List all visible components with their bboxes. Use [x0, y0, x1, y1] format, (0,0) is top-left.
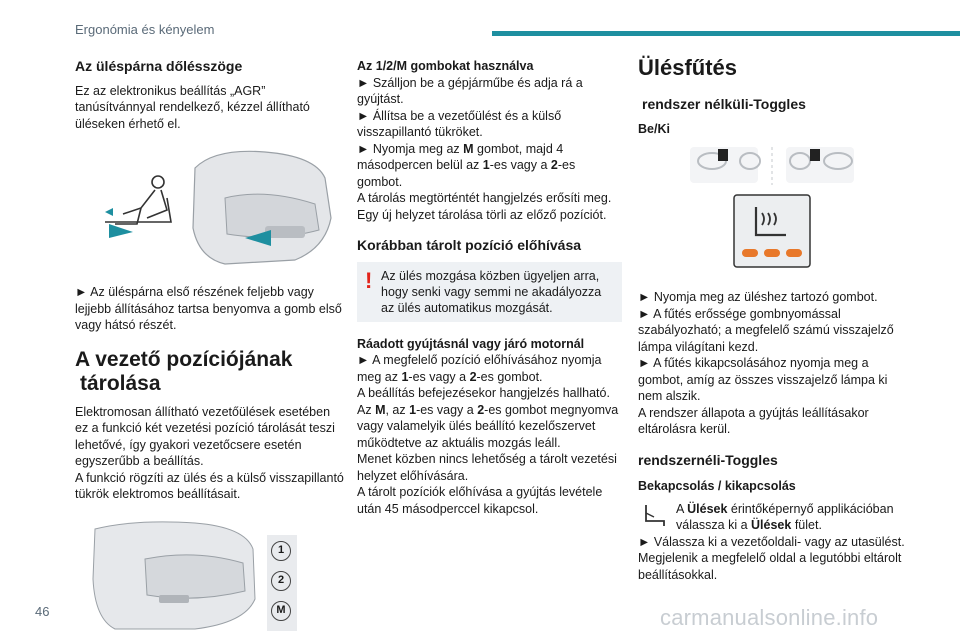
app-instruction: A Ülések érintőképernyő applikációban válassza ki a Ülések fület.	[638, 501, 908, 534]
heading-with-system: rendszernéli-Toggles	[638, 451, 778, 468]
warning-box: ! Az ülés mozgása közben ügyeljen arra, hogy senki vagy semmi ne akadályozza az ülés automatikus mozgását.	[357, 262, 622, 322]
last-settings-line: Megjelenik a megfelelő oldal a legutóbbi eltárolt beállításokkal.	[638, 551, 902, 582]
heating-step-4: A rendszer állapota a gyújtás leállításakor eltárolásra kerül.	[638, 405, 869, 436]
memory-paragraph-2: A funkció rögzíti az ülés és a külső visszapillantó tükrök elektromos beállításait.	[75, 470, 344, 501]
recall-line: ► A megfelelő pozíció előhívásához nyomja meg az 1-es vagy a 2-es gombot.	[357, 353, 602, 384]
ignition-title: Ráadott gyújtásnál vagy járó motornál	[357, 336, 585, 351]
seated-person-icon	[105, 176, 171, 224]
seat-photo	[185, 142, 337, 268]
memory-button-1[interactable]: 1	[271, 541, 291, 561]
column-left	[75, 56, 345, 640]
section-header: Ergonómia és kényelem	[75, 22, 215, 37]
heating-step-3: ► A fűtés kikapcsolásához nyomja meg a gombot, amíg az összes visszajelző lámpa ki nem alszik.	[638, 356, 888, 403]
column-middle	[357, 56, 622, 517]
using-line-2: ► Állítsa be a vezetőülést és a külső visszapillantó tükröket.	[357, 108, 562, 139]
timeout-line: A tárolt pozíciók előhívása a gyújtás levétele után 45 másodperccel kikapcsol.	[357, 485, 603, 516]
seat-cushion-illustration	[75, 138, 345, 270]
confirm-line: A tárolás megtörténtét hangjelzés erősíti meg.	[357, 191, 612, 205]
door-seat-photo	[93, 521, 255, 628]
memory-seat-illustration	[75, 519, 345, 631]
seat-app-icon	[640, 503, 668, 529]
heading-recall: Korábban tárolt pozíció előhívása	[357, 237, 582, 253]
memory-paragraph-1: Elektromosan állítható vezetőülések esetében ez a funkció két vezetési pozíció tárolását teszi lehetővé, így gyakori vezetőcsere esetén egyszerűbb a beállítás.	[75, 404, 335, 468]
press-line: ► Nyomja meg az M gombot, majd 4 másodpercen belül az 1-es vagy a 2-es gombot.	[357, 141, 576, 189]
recall-done-line: A beállítás befejezésekor hangjelzés hallható.	[357, 386, 610, 400]
heading-seat-heating: Ülésfűtés	[638, 55, 738, 80]
using-line-1: ► Szálljon be a gépjárműbe és adja rá a gyújtást.	[357, 75, 583, 106]
page-number: 46	[35, 604, 50, 619]
heading-lumbar: Az üléspárna dőlésszöge	[75, 58, 243, 74]
header-accent-bar	[492, 31, 960, 36]
warning-icon: !	[365, 267, 373, 293]
heated-seat-button	[734, 195, 810, 267]
steering-wheel-right-icon	[786, 147, 854, 183]
memory-button-m[interactable]: M	[271, 601, 291, 621]
new-position-line: Egy új helyzet tárolása törli az előző pozíciót.	[357, 207, 607, 222]
column-right	[638, 56, 908, 583]
heading-no-system: rendszer nélküli-Toggles	[642, 96, 806, 112]
heating-step-2: ► A fűtés erőssége gombnyomással szabályozható; a megfelelő számú visszajelző lámpa világítani kezd.	[638, 306, 894, 354]
heading-memory: A vezető pozíciójának tárolása	[75, 347, 293, 395]
drive-line: Menet közben nincs lehetőség a tárolt vezetési helyzet előhívására.	[357, 452, 617, 483]
lumbar-step: ► Az üléspárna első részének feljebb vagy lejjebb állításához tartsa benyomva a gomb első vagy hátsó részét.	[75, 285, 342, 332]
lumbar-intro: Ez az elektronikus beállítás „AGR” tanúsítvánnyal rendelkező, kézzel állítható üléseken érhető el.	[75, 83, 310, 131]
heating-step-1: ► Nyomja meg az üléshez tartozó gombot.	[638, 290, 878, 304]
select-seat-line: ► Válassza ki a vezetőoldali- vagy az utasülést.	[638, 534, 905, 549]
onoff-title: Be/Ki	[638, 121, 670, 136]
steering-wheel-left-icon	[690, 147, 760, 183]
watermark: carmanualsonline.info	[660, 605, 879, 630]
stop-line: Az M, az 1-es vagy a 2-es gombot megnyomva vagy valamelyik ülés beállító kezelőszervet működtetve az aktuális mozgás leáll.	[357, 402, 619, 450]
using-buttons-title: Az 1/2/M gombokat használva	[357, 59, 534, 73]
switch-title: Bekapcsolás / kikapcsolás	[638, 479, 796, 493]
memory-button-2[interactable]: 2	[271, 571, 291, 591]
seat-heating-illustration	[638, 143, 908, 275]
